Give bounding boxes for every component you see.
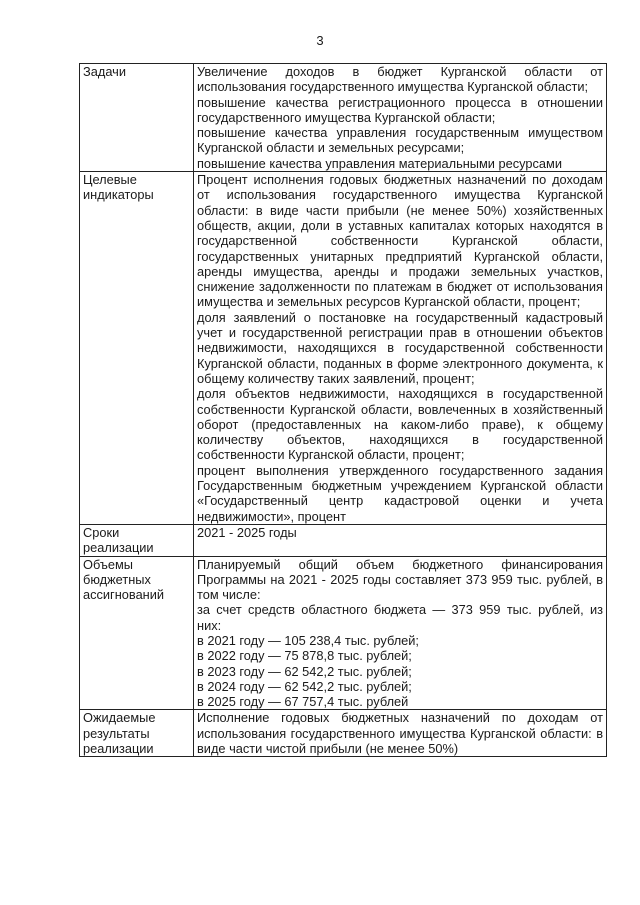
- budget-year-line: в 2024 году — 62 542,2 тыс. рублей;: [197, 678, 412, 694]
- row-label: Ожидаемые результаты реализации: [80, 710, 194, 757]
- paragraph: доля заявлений о постановке на государственный кадастровый учет и государственной регистрации прав в отношении объектов недвижимости, находящихся в государственной собственности Курганской области, поданных в форме электронного документа, к общему количеству таких заявлений, процент;: [197, 309, 603, 386]
- row-content: [194, 556, 607, 710]
- page-number: 3: [316, 33, 324, 48]
- table-row-tasks: [80, 64, 607, 172]
- row-label: Сроки реализации: [80, 524, 194, 556]
- program-passport-table: [79, 63, 607, 757]
- row-content: [194, 172, 607, 525]
- budget-year-line: в 2023 году — 62 542,2 тыс. рублей;: [197, 663, 412, 679]
- paragraph: за счет средств областного бюджета — 373 959 тыс. рублей, из них:: [197, 602, 603, 633]
- budget-year-line: в 2025 году — 67 757,4 тыс. рублей: [197, 694, 409, 710]
- paragraph: повышение качества управления государственным имуществом Курганской области и земельных ресурсами;: [197, 125, 603, 156]
- row-label: Целевые индикаторы: [80, 172, 194, 525]
- row-content: [194, 710, 607, 757]
- paragraph: повышение качества регистрационного процесса в отношении государственного имущества Курганской области;: [197, 94, 603, 125]
- row-label: Объемы бюджетных ассигнований: [80, 556, 194, 710]
- table-row-target-indicators: [80, 172, 607, 525]
- row-content: [194, 524, 607, 556]
- table-row-expected-results: [80, 710, 607, 757]
- paragraph: повышение качества управления материальными ресурсами: [197, 155, 562, 171]
- paragraph: Исполнение годовых бюджетных назначений по доходам от использования государственного имущества Курганской области: в виде части чистой прибыли (не менее 50%): [197, 710, 603, 757]
- paragraph: 2021 - 2025 годы: [197, 524, 297, 540]
- paragraph: процент выполнения утвержденного государственного задания Государственным бюджетным учреждением Курганской области «Государственный центр кадастровой оценки и учета недвижимости», процент: [197, 462, 603, 524]
- table-row-budget: [80, 556, 607, 710]
- budget-year-line: в 2021 году — 105 238,4 тыс. рублей;: [197, 632, 419, 648]
- paragraph: доля объектов недвижимости, находящихся в государственной собственности Курганской области, вовлеченных в хозяйственный оборот (предоставленных на каком-либо праве), к общему количеству объектов, находящихся в государственной собственности Курганской области, процент;: [197, 386, 603, 463]
- paragraph: Увеличение доходов в бюджет Курганской области от использования государственного имущества Курганской области;: [197, 64, 603, 95]
- paragraph: Процент исполнения годовых бюджетных назначений по доходам от использования государственного имущества Курганской области: в виде части прибыли (не менее 50%) хозяйственных обществ, акции, доли в уставных капиталах которых находятся в государственной собственности Курганской области, государственных унитарных предприятий Курганской области, аренды имущества, аренды и продажи земельных участков, снижение задолженности по платежам в бюджет от использования имущества и земельных ресурсов Курганской области, процент;: [197, 172, 603, 310]
- table-row-timeline: [80, 524, 607, 556]
- paragraph: Планируемый общий объем бюджетного финансирования Программы на 2021 - 2025 годы составляет 373 959 тыс. рублей, в том числе:: [197, 556, 603, 603]
- budget-year-line: в 2022 году — 75 878,8 тыс. рублей;: [197, 648, 412, 664]
- row-content: [194, 64, 607, 172]
- row-label: Задачи: [80, 64, 194, 172]
